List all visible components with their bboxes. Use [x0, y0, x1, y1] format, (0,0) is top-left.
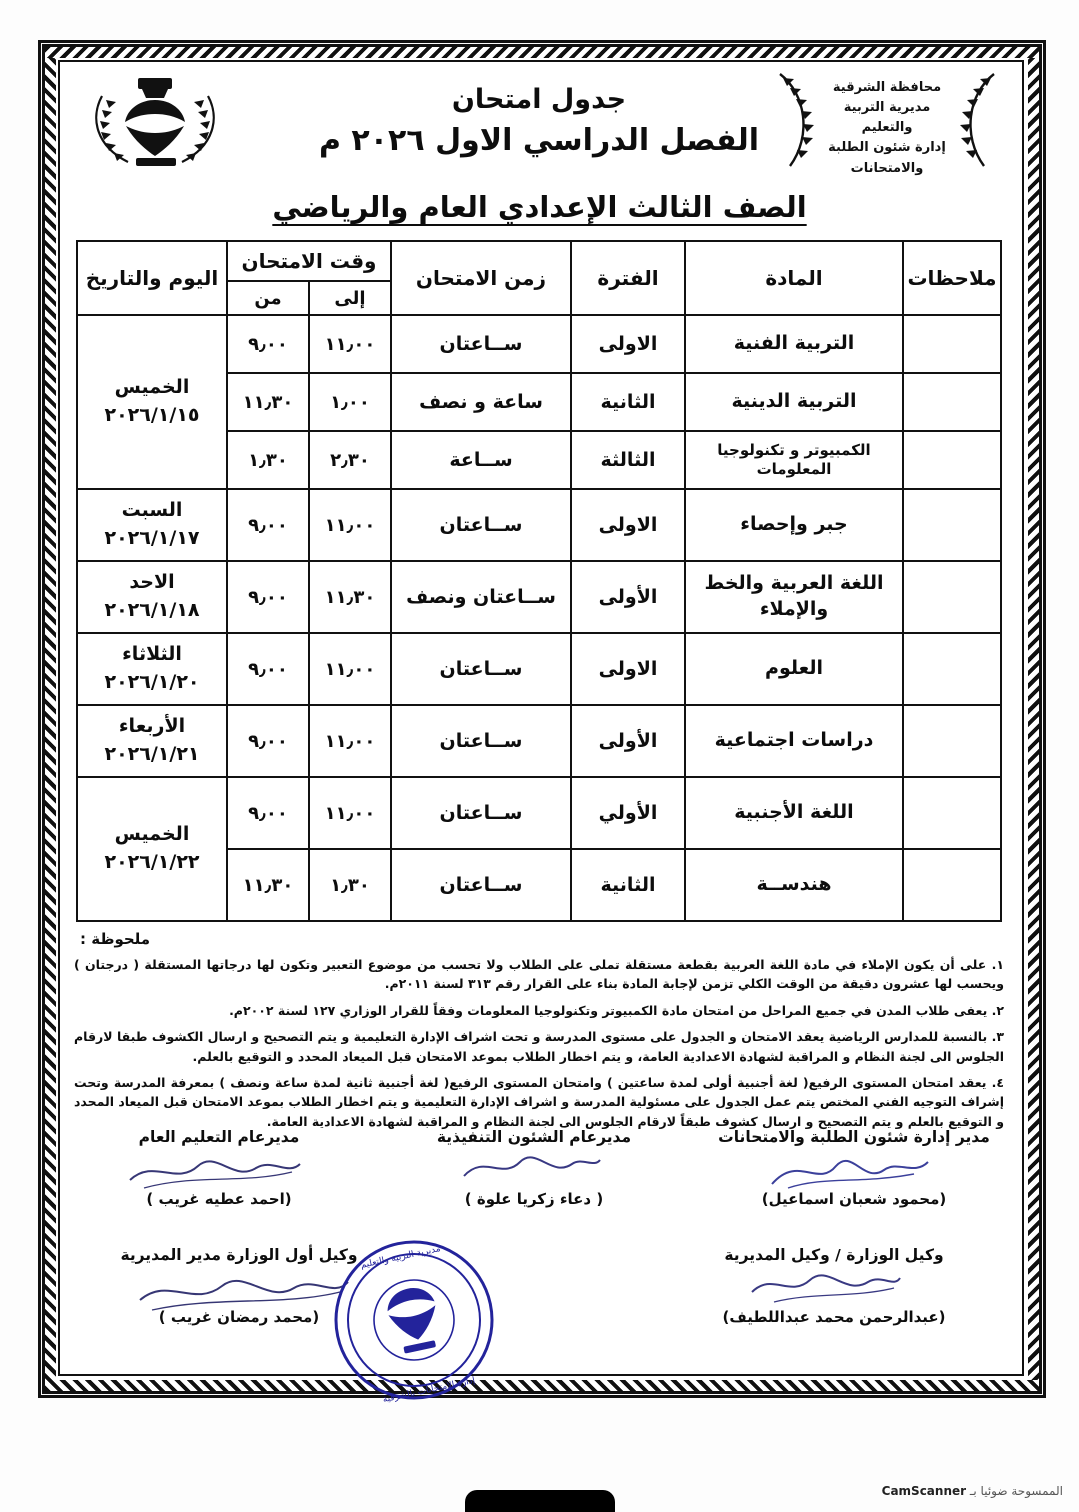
signature-name: (محمود شعبان اسماعيل) — [761, 1190, 947, 1208]
cell-subject: جبر وإحصاء — [685, 489, 903, 561]
cell-date: ٢٠٢٦/١/١٧ — [104, 527, 200, 549]
cell-subject: التربية الفنية — [685, 315, 903, 373]
cell-day: الخميس — [114, 823, 190, 846]
table-head — [77, 241, 1001, 315]
cell-subject: هندســة — [685, 849, 903, 921]
cell-notes — [903, 431, 1001, 489]
cell-to: ١١٫٣٠ — [309, 561, 391, 633]
cell-day-date — [77, 705, 227, 777]
cell-period: الأولى — [571, 561, 685, 633]
table-row — [77, 633, 1001, 705]
cell-to: ١٫٣٠ — [309, 849, 391, 921]
cell-from: ٩٫٠٠ — [227, 777, 309, 849]
cell-from: ٩٫٠٠ — [227, 633, 309, 705]
table-row — [77, 489, 1001, 561]
handwritten-signature-icon — [454, 1148, 604, 1188]
cell-date: ٢٠٢٦/١/٢٠ — [104, 671, 200, 693]
cell-from: ٩٫٠٠ — [227, 489, 309, 561]
cell-subject: العلوم — [685, 633, 903, 705]
org-line-department: إدارة شئون الطلبة والامتحانات — [828, 140, 946, 176]
cell-period: الاولى — [571, 633, 685, 705]
signature-role: مديرعام الشئون التنفيذية — [436, 1128, 632, 1146]
cell-subject: اللغة الأجنبية — [685, 777, 903, 849]
cell-to: ١٫٠٠ — [309, 373, 391, 431]
cell-day: السبت — [121, 499, 183, 522]
cell-day-date — [77, 489, 227, 561]
cell-notes — [903, 705, 1001, 777]
signature-block-executive-affairs — [384, 1128, 684, 1208]
signature-name: ( دعاء زكريا علوة ) — [464, 1190, 604, 1208]
cell-notes — [903, 849, 1001, 921]
org-line-governorate: محافظة الشرقية — [832, 80, 942, 95]
signature-block-general-education — [74, 1128, 364, 1208]
signature-block-undersecretary — [674, 1246, 994, 1326]
signature-block-exams-director — [704, 1128, 1004, 1208]
cell-duration: ســاعتان — [391, 633, 571, 705]
cell-period: الاولى — [571, 489, 685, 561]
table-header-row-1 — [77, 241, 1001, 281]
signature-name: (عبدالرحمن محمد عبداللطيف) — [722, 1308, 946, 1326]
cell-from: ٩٫٠٠ — [227, 315, 309, 373]
cell-day-date — [77, 777, 227, 921]
signature-row-top — [74, 1128, 1004, 1224]
cell-to: ١١٫٠٠ — [309, 705, 391, 777]
table-body — [77, 315, 1001, 921]
note-item-2: ٢. يعفى طلاب المدن في جميع المراحل من امتحان مادة الكمبيوتر وتكنولوجيا المعلومات وفقاً للقرار الوزاري ١٢٧ لسنة ٢٠٠٢م. — [229, 1002, 1004, 1018]
header-exam-time: وقت الامتحان — [227, 241, 391, 281]
cell-duration: ســاعتان — [391, 849, 571, 921]
cell-notes — [903, 315, 1001, 373]
cell-subject: الكمبيوتر و تكنولوجيا المعلومات — [685, 431, 903, 489]
cell-from: ٩٫٠٠ — [227, 561, 309, 633]
official-stamp-icon — [330, 1236, 498, 1404]
cell-date: ٢٠٢٦/١/١٥ — [104, 404, 200, 426]
title-line-2: الفصل الدراسي الاول ٢٠٢٦ م — [318, 123, 760, 158]
cell-period: الثانية — [571, 849, 685, 921]
cell-from: ١٫٣٠ — [227, 431, 309, 489]
cell-day: الثلاثاء — [122, 643, 182, 666]
cell-day-date — [77, 315, 227, 489]
grade-title: الصف الثالث الإعدادي العام والرياضي — [272, 190, 807, 224]
cell-from: ١١٫٣٠ — [227, 849, 309, 921]
cell-from: ١١٫٣٠ — [227, 373, 309, 431]
handwritten-signature-icon — [124, 1150, 304, 1194]
cell-notes — [903, 633, 1001, 705]
handwritten-signature-icon — [744, 1266, 904, 1308]
cell-duration: ســاعتان ونصف — [391, 561, 571, 633]
cell-subject: دراسات اجتماعية — [685, 705, 903, 777]
cell-to: ١١٫٠٠ — [309, 777, 391, 849]
signatures-section — [74, 1128, 1004, 1358]
header-notes: ملاحظات — [903, 241, 1001, 315]
handwritten-signature-icon — [764, 1150, 934, 1194]
cell-subject: اللغة العربية والخط والإملاء — [685, 561, 903, 633]
cell-period: الأولي — [571, 777, 685, 849]
notes-section — [74, 930, 1004, 1131]
cell-period: الأولى — [571, 705, 685, 777]
org-line-directorate: مديرية التربية والتعليم — [843, 100, 931, 136]
exam-schedule-table — [76, 240, 1002, 922]
cell-period: الثالثة — [571, 431, 685, 489]
header-subject: المادة — [685, 241, 903, 315]
home-indicator — [465, 1490, 615, 1512]
camscanner-prefix: الممسوحة ضوئيا بـ — [969, 1484, 1063, 1498]
table-row — [77, 561, 1001, 633]
signature-role: وكيل أول الوزارة مدير المديرية — [120, 1246, 358, 1264]
cell-duration: ســاعتان — [391, 705, 571, 777]
cell-day: الخميس — [114, 376, 190, 399]
camscanner-label: CamScanner — [881, 1484, 967, 1498]
signature-role: مديرعام التعليم العام — [138, 1128, 300, 1146]
cell-duration: ســاعتان — [391, 777, 571, 849]
cell-from: ٩٫٠٠ — [227, 705, 309, 777]
cell-duration: ســاعتان — [391, 489, 571, 561]
svg-text:إدارة الامتحانات بالشرقية: إدارة الامتحانات بالشرقية — [381, 1375, 477, 1404]
header-period: الفترة — [571, 241, 685, 315]
signature-name: (احمد عطيه غريب ) — [146, 1190, 292, 1208]
table-row — [77, 315, 1001, 373]
cell-to: ٢٫٣٠ — [309, 431, 391, 489]
cell-duration: ساعة و نصف — [391, 373, 571, 431]
cell-duration: ســاعتان — [391, 315, 571, 373]
cell-date: ٢٠٢٦/١/٢٢ — [104, 851, 200, 873]
table-row — [77, 705, 1001, 777]
cell-notes — [903, 561, 1001, 633]
signature-name: (محمد رمضان غريب ) — [158, 1308, 320, 1326]
cell-day-date — [77, 633, 227, 705]
cell-notes — [903, 373, 1001, 431]
signature-role: مدير إدارة شئون الطلبة والامتحانات — [718, 1128, 990, 1146]
document-title — [60, 84, 1018, 158]
document-header — [60, 64, 1018, 186]
cell-to: ١١٫٠٠ — [309, 489, 391, 561]
table-row — [77, 777, 1001, 849]
signature-role: وكيل الوزارة / وكيل المديرية — [724, 1246, 944, 1264]
camscanner-watermark — [882, 1484, 1063, 1498]
notes-title: ملحوظة : — [80, 930, 151, 948]
title-line-1: جدول امتحان — [451, 84, 627, 115]
header-to: إلى — [309, 281, 391, 315]
cell-to: ١١٫٠٠ — [309, 633, 391, 705]
header-from: من — [227, 281, 309, 315]
handwritten-signature-icon — [134, 1268, 354, 1318]
cell-day: الأربعاء — [118, 715, 186, 738]
cell-period: الثانية — [571, 373, 685, 431]
cell-period: الاولى — [571, 315, 685, 373]
cell-day-date — [77, 561, 227, 633]
header-duration: زمن الامتحان — [391, 241, 571, 315]
cell-subject: التربية الدينية — [685, 373, 903, 431]
note-item-3: ٣. بالنسبة للمدارس الرياضية يعقد الامتحان و الجدول على مستوى المدرسة و تحت اشراف الإدارة التعليمية و يتم التصحيح و ارسال الكشوف طبقا لارقام الجلوس الى لجنة النظام و المراقبة لشهادة الاعدادية العامة، و يتم اخطار الطلاب بموعد الامتحان قبل الميعاد المحدد و التوقيع بالعلم. — [74, 1029, 1004, 1064]
note-item-4: ٤. يعقد امتحان المستوى الرفيع( لغة أجنبية أولى لمدة ساعتين ) وامتحان المستوى الرفيع( لغة أجنبية ثانية لمدة ساعة ونصف ) بمعرفة المدرسة وتحت إشراف التوجيه الفني المختص يتم عمل الجدول على مسئولية المدرسة و اشراف الإدارة التعليمية و يتم اخطار الطلاب بموعد الامتحان قبل الميعاد المحدد و التوقيع بالعلم و يتم التصحيح و ارسال كشوف طبقاً لارقام الجلوس الى لجنة النظام و المراقبة لشهادة الاعدادية العامة. — [74, 1074, 1004, 1129]
cell-to: ١١٫٠٠ — [309, 315, 391, 373]
cell-day: الاحد — [129, 571, 175, 594]
signature-row-bottom — [74, 1246, 1004, 1342]
cell-notes — [903, 777, 1001, 849]
header-day-date: اليوم والتاريخ — [77, 241, 227, 315]
note-item-1: ١. على أن يكون الإملاء في مادة اللغة العربية بقطعة مستقلة تملى على الطلاب ولا تحسب من موضوع التعبير وتكون لها درجاتها المستقلة ( درجتان ) ويحسب لها عشرون دقيقة من الوقت الكلي تزمن لإجابة المادة بناء على القرار رقم ٣١٣ لسنة ٢٠١١م. — [74, 957, 1004, 992]
cell-notes — [903, 489, 1001, 561]
cell-duration: ســاعة — [391, 431, 571, 489]
svg-text:مديرية التربية والتعليم: مديرية التربية والتعليم — [359, 1244, 442, 1271]
cell-date: ٢٠٢٦/١/٢١ — [104, 743, 200, 765]
cell-date: ٢٠٢٦/١/١٨ — [104, 599, 200, 621]
